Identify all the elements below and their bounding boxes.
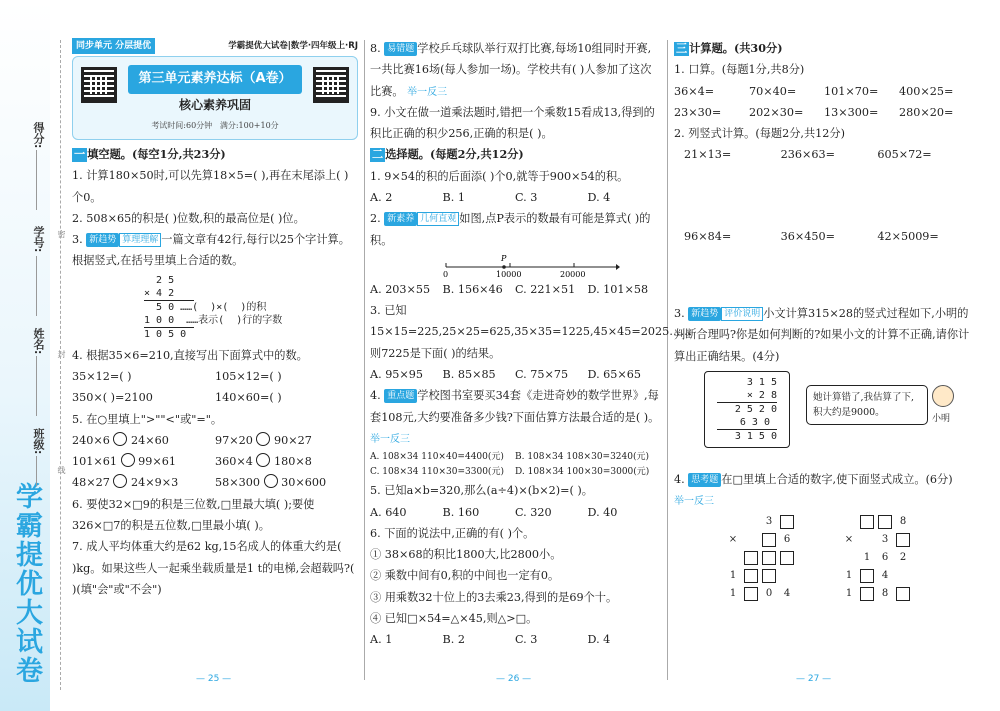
student-avatar-icon [932,385,954,407]
section-calc: 计算题。(共30分) [689,41,783,55]
column-page-26: 8. 易错题 学校乒乓球队举行双打比赛,每场10组同时开赛,一共比赛16场(每人参加一场)。学校共有( )人参加了这次比赛。 举一反三 9. 小文在做一道乘法题时,错把一个乘数15看成13,得到的积比正确的积少256,正确的积是( )。 二 选择题。(每题2分,共12分) 1. 9×54的积的后面添( )个0,就等于900×54的积。 A. 2 B. 1 C. 3 D. 4 2. 新素养 几何直观 如图,点P表示的数最有可能是算式( )的积。 0 10000 20000 P A. 203×55 B. 156×46 C. 221×51 D. 101×58 3. 已知15×15=225,25×25=625,35×35=1225,45×45=2025……则7225是下面( )的结果。 A. 95×95 B. 85×85 C. 75×75 D. 65×65 4. 重点题 学校图书室要买34套《走进奇妙的数学世界》,每套108元,大约要准备多少钱?下面估算方法最合适的是( )。 举一反三 A. 108×34 110×40=4400(元) B. 108×34 108×30=3240(元) C. 108×34 110×30=3300(元) D. 108×34 100×30=3000(元) 5. 已知a×b=320,那么(a÷4)×(b×2)=( )。 A. 640 B. 160 C. 320 D. 40 6. 下面的说法中,正确的有( )个。 ① 38×68的积比1800大,比2800小。 ② 乘数中间有0,积的中间也一定有0。 ③ 用乘数32十位上的3去乘23,得到的是69个十。 ④ 已知□×54=△×45,则△>□。 A. 1 B. 2 C. 3 D. 4 [370,42,692,647]
qr-code-icon [81,67,117,103]
student-name: 小明 [932,413,951,424]
question: 9. 小文在做一道乘法题时,错把一个乘数15看成13,得到的积比正确的积少256,正确的积是( )。 [370,105,655,141]
question: 5. 已知a×b=320,那么(a÷4)×(b×2)=( )。 [370,484,593,498]
name-label: 姓名: [32,328,45,355]
puzzle-2: 8 × 3 1 6 2 1 4 1 8 [840,513,912,603]
brand-logo: 学霸提优大试卷 [11,482,42,685]
speech-bubble: 她计算错了,我估算了下,积大约是9000。 [806,385,928,425]
svg-text:0: 0 [443,269,449,279]
question: 2. 列竖式计算。(每题2分,共12分) [674,127,845,141]
practice-link[interactable]: 举一反三 [674,496,714,508]
question: 2. 508×65的积是( )位数,积的最高位是( )位。 [72,211,305,225]
svg-text:10000: 10000 [496,269,522,279]
section-choice: 选择题。(每题2分,共12分) [385,147,524,162]
question: 一篇文章有42行,每行以25个字计算。根据竖式,在括号里填上合适的数。 [72,233,350,268]
question: 1. 计算180×50时,可以先算18×5=( ),再在末尾添上( )个0。 [72,169,349,204]
question: 7. 成人平均体重大约是62 kg,15名成人的体重大约是( )kg。如果这些人一起乘坐载质量是1 t的电梯,会超载吗?( )(填"会"或"不会") [72,540,355,596]
column-page-25: 同步单元 分层提优 学霸提优大试卷|数学·四年级上·RJ 第三单元素养达标（A卷） 核心素养巩固 考试时间:60分钟 满分:100+10分 一 填空题。(每空1分,共23分) 1. 计算180×50时,可以先算18×5=( ),再在末尾添上( )个0。 2. 508×65的积是( )位数,积的最高位是( )位。 3. 新趋势 算理理解 一篇文章有42行,每行以25个字计算。根据竖式,在括号里填上合适的数。 2 5 × 4 2 5 0 ……( )×( )的积 1 0 0 ……表示( )行的字数 1 0 5 0 4. 根据35×6=210,直接写出下面算式中的数。 35×12=( ) 105×12=( ) 350×( )=2100 140×60=( ) 5. 在○里填上">""<"或"="。 240×6 24×60 97×20 90×27 101×61 99×61 360×4 180×8 48×27 24×9×3 58×300 30×600 6. 要使32×□9的积是三位数,□里最大填( );要使326×□7的积是五位数,□里最小填( )。 7. 成人平均体重大约是62 kg,15名成人的体重大约是( )kg。如果这些人一起乘坐载质量是1 t的电梯,会超载吗?( )(填"会"或"不会") [72,38,358,600]
question: 小文计算315×28的竖式过程如下,小明的判断合理吗?你是如何判断的?如果小文的计算不正确,请你计算出正确结果。(4分) [674,306,970,363]
question: 3. 已知15×15=225,25×25=625,35×35=1225,45×45=2025……则7225是下面( )的结果。 [370,304,692,360]
page-number: — 27 — [796,674,832,684]
question: 在□里填上合适的数字,使下面竖式成立。(6分) [721,472,953,486]
svg-text:20000: 20000 [560,269,586,279]
header-subtitle: 学霸提优大试卷|数学·四年级上·RJ [228,41,358,51]
score-label: 得分: [32,122,45,149]
page-number: — 25 — [196,674,232,684]
binding-strip [0,0,66,711]
practice-link[interactable]: 举一反三 [407,86,448,98]
question: 4. 根据35×6=210,直接写出下面算式中的数。 [72,348,308,362]
exam-title: 第三单元素养达标（A卷） [128,65,301,94]
exam-subtitle: 核心素养巩固 [178,97,251,112]
number-line [380,251,620,279]
vertical-calc: 3 1 5 × 2 8 2 5 2 0 6 3 0 3 1 5 0 [704,371,790,448]
header-box [72,56,358,140]
svg-text:P: P [501,253,507,263]
question: 1. 9×54的积的后面添( )个0,就等于900×54的积。 [370,169,629,183]
question: 如图,点P表示的数最有可能是算式( )的积。 [370,212,651,247]
column-page-27: 三 计算题。(共30分) 1. 口算。(每题1分,共8分) 36×4= 70×40= 101×70= 400×25= 23×30= 202×30= 13×300= 280×20= 2. 列竖式计算。(每题2分,共12分) 21×13= 236×63= 605×72= 96×84= 36×450= 42×5009= 3. 新趋势 评价说明 小文计算315×28的竖式过程如下,小明的判断合理吗?你是如何判断的?如果小文的计算不正确,请你计算出正确结果。(4分) 3 1 5 × 2 8 2 5 2 0 6 3 0 3 1 5 0 她计算错了,我估算了下,积大约是9000。 小明 4. 思考题 在□里填上合适的数字,使下面竖式成立。(6分) 举一反三 3 × 6 1 1 0 4 8 × 3 1 6 2 1 4 1 8 [674,38,974,603]
question: 1. 口算。(每题1分,共8分) [674,63,805,77]
section-fill: 填空题。(每空1分,共23分) [87,147,226,161]
practice-link[interactable]: 举一反三 [370,433,410,445]
exam-meta: 考试时间:60分钟 满分:100+10分 [151,120,279,130]
cut-mark: 线 [57,466,66,474]
vertical-calc: 2 5 × 4 2 5 0 ……( )×( )的积 1 0 0 ……表示( )行的字数 1 0 5 0 [144,274,283,340]
number-label: 学号: [32,226,45,253]
question: 学校乒乓球队举行双打比赛,每场10组同时开赛,一共比赛16场(每人参加一场)。学校共有( )人参加了这次比赛。 [370,42,652,98]
header-tag: 同步单元 分层提优 [72,38,155,54]
cut-mark: 密 [57,230,66,238]
question: 5. 在○里填上">""<"或"="。 [72,412,223,426]
page-number: — 26 — [496,674,532,684]
class-label: 班级: [32,428,45,455]
digit-puzzles [674,513,974,603]
question: 学校图书室要买34套《走进奇妙的数学世界》,每套108元,大约要准备多少钱?下面估算方法最合适的是( )。 [370,389,660,424]
question: 6. 要使32×□9的积是三位数,□里最大填( );要使326×□7的积是五位数,□里最小填( )。 [72,497,315,532]
puzzle-1: 3 × 6 1 1 0 4 [724,513,796,603]
cut-mark: 封 [57,350,66,358]
qr-code-icon [313,67,349,103]
question: 6. 下面的说法中,正确的有( )个。 [370,526,535,540]
